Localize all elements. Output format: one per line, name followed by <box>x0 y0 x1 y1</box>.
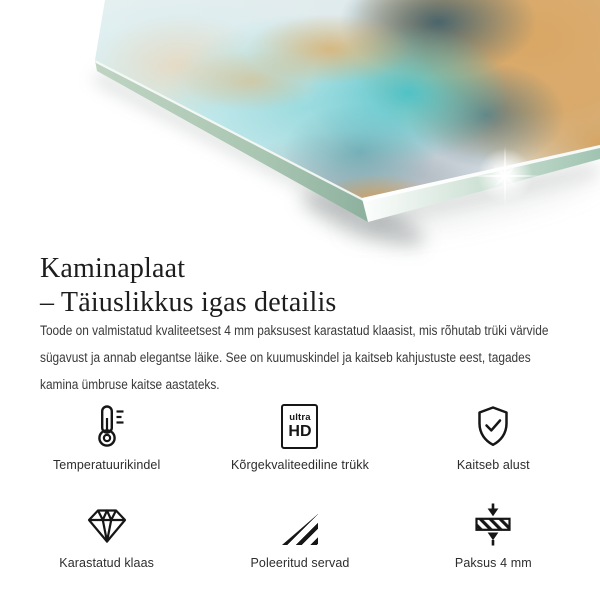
ultra-hd-text-top: ultra <box>289 412 311 423</box>
glass-panel-artwork <box>0 0 600 245</box>
feature-temperature-resistant <box>10 399 203 472</box>
feature-polished-edges <box>203 497 396 570</box>
ultra-hd-icon <box>281 399 318 449</box>
feature-label: Kaitseb alust <box>456 458 530 472</box>
features-grid <box>10 399 590 570</box>
page-title <box>40 252 337 320</box>
diamond-icon <box>85 497 129 547</box>
feature-protects-base <box>397 399 590 472</box>
description-line: kamina ümbruse kaitse aastateks. <box>40 377 220 392</box>
product-image <box>0 0 600 245</box>
feature-label: Karastatud klaas <box>59 556 155 570</box>
ultra-hd-text-bottom: HD <box>288 423 312 440</box>
feature-tempered-glass <box>10 497 203 570</box>
feature-label: Paksus 4 mm <box>454 556 532 570</box>
polished-edges-icon <box>282 497 318 547</box>
product-description <box>40 317 548 398</box>
page-title-line1: Kaminaplaat <box>40 252 186 284</box>
page-title-line2: – Täiuslikkus igas detailis <box>40 286 337 318</box>
description-line: sügavust ja annab elegantse läike. See on kuumuskindel ja kaitseb kahjustuste eest, tagades <box>40 350 531 365</box>
thermometer-icon <box>85 399 129 449</box>
feature-thickness-4mm <box>397 497 590 570</box>
feature-label: Poleeritud servad <box>250 556 350 570</box>
feature-ultra-hd-print <box>203 399 396 472</box>
description-line: Toode on valmistatud kvaliteetsest 4 mm paksusest karastatud klaasist, mis rõhutab trüki värvide <box>40 323 549 338</box>
feature-label: Kõrgekvaliteediline trükk <box>230 458 369 472</box>
thickness-icon <box>471 497 515 547</box>
feature-label: Temperatuurikindel <box>52 458 161 472</box>
shield-check-icon <box>471 399 515 449</box>
